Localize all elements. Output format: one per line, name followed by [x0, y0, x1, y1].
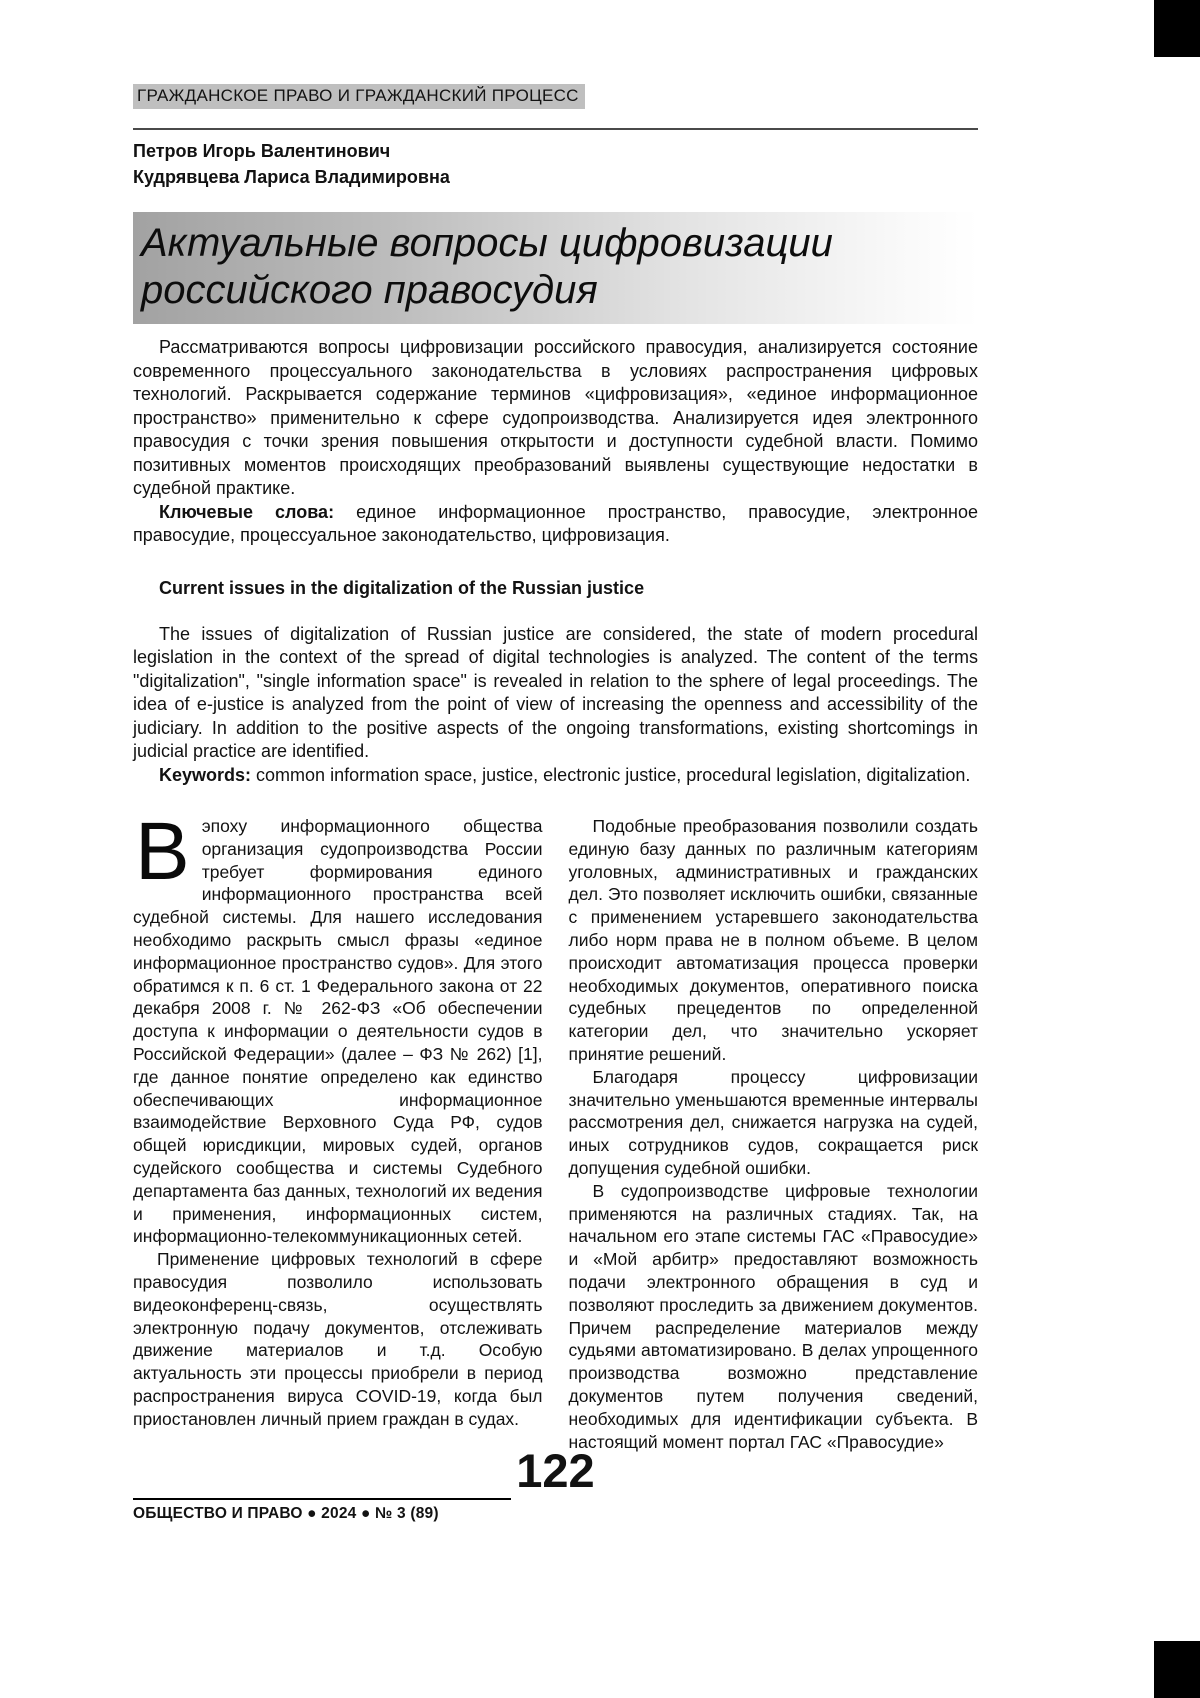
- article-title: [133, 212, 978, 324]
- print-mark-top: [1154, 0, 1200, 57]
- keywords-ru-text: единое информационное пространство, правосудие, электронное правосудие, процессуальное законодательство, цифровизация.: [133, 501, 978, 545]
- body-paragraph: Благодаря процессу цифровизации значительно уменьшаются временные интервалы рассмотрения дел, снижается нагрузка на судей, иных сотрудников судов, сокращается риск допущения судебной ошибки.: [568, 1066, 978, 1178]
- body-columns: [133, 806, 978, 1453]
- right-column: [569, 815, 979, 1453]
- authors-block: [133, 138, 978, 190]
- page-number: 122: [516, 1444, 595, 1497]
- title-en: Current issues in the digitalization of the Russian justice: [159, 577, 645, 598]
- article-title-line-2: российского правосудия: [141, 268, 598, 312]
- article-title-line-1: Актуальные вопросы цифровизации: [141, 221, 833, 265]
- page-content: [133, 84, 978, 1453]
- abstract-ru: Рассматриваются вопросы цифровизации российского правосудия, анализируется состояние современного процессуального законодательства в условиях распространения цифровых технологий. Раскрывается содержание терминов «цифровизация», «единое информационное пространство» применительно к сфере судопроизводства. Анализируется идея электронного правосудия с точки зрения повышения открытости и доступности судебной власти. Помимо позитивных моментов происходящих преобразований выявлены существующие недостатки в судебной практике.: [133, 337, 978, 498]
- section-header: [133, 84, 978, 110]
- author-name-1: Петров Игорь Валентинович: [133, 141, 391, 161]
- header-rule: [133, 128, 978, 130]
- keywords-ru: [133, 501, 978, 548]
- left-column: [133, 806, 543, 1453]
- body-paragraph: Подобные преобразования позволили создать единую базу данных по различным категориям уголовных, административных и гражданских дел. Это позволяет исключить ошибки, связанные с применением устаревшего законодательства либо норм права не в полном объеме. В целом происходит автоматизация процесса проверки необходимых документов, оперативного поиска судебных прецедентов по определенной категории дел, что значительно ускоряет принятие решений.: [568, 816, 978, 1064]
- body-paragraph-text: эпоху информационного общества организация судопроизводства России требует формирования единого информационного пространства всей судебной системы. Для нашего исследования необходимо раскрыть смысл фразы «единое информационное пространство судов». Для этого обратимся к п. 6 ст. 1 Федерального закона от 22 декабря 2008 г. № 262-ФЗ «Об обеспечении доступа к информации о деятельности судов в Российской Федерации» (далее – ФЗ № 262) [1], где данное понятие определено как единство обеспечивающих информационное взаимодействие Верховного Суда РФ, судов общей юрисдикции, мировых судей, органов судейского сообщества и системы Судебного департамента баз данных, технологий их ведения и применения, информационных систем, информационно-телекоммуникационных сетей.: [133, 816, 543, 1247]
- section-title: ГРАЖДАНСКОЕ ПРАВО И ГРАЖДАНСКИЙ ПРОЦЕСС: [133, 84, 585, 109]
- footer-rule: [133, 1498, 511, 1500]
- body-paragraph: [133, 806, 543, 1248]
- journal-info: ОБЩЕСТВО И ПРАВО ● 2024 ● № 3 (89): [133, 1505, 439, 1522]
- page-footer: [133, 1446, 978, 1536]
- author-name-2: Кудрявцева Лариса Владимировна: [133, 167, 450, 187]
- keywords-ru-label: Ключевые слова:: [159, 501, 335, 522]
- keywords-en-text: common information space, justice, electronic justice, procedural legislation, digitalization.: [256, 764, 971, 785]
- keywords-en-label: Keywords:: [159, 764, 252, 785]
- keywords-en: [133, 764, 978, 788]
- body-paragraph: В судопроизводстве цифровые технологии применяются на различных стадиях. Так, на начальном его этапе системы ГАС «Правосудие» и «Мой арбитр» предоставляют возможность подачи электронного обращения в суд и позволяют проследить за движением документов. Причем распределение материалов между судьями автоматизировано. В делах упрощенного производства возможно представление документов путем получения сведений, необходимых для идентификации субъекта. В настоящий момент портал ГАС «Правосудие»: [568, 1180, 978, 1452]
- drop-cap: В: [135, 806, 190, 897]
- print-mark-bottom: [1154, 1641, 1200, 1698]
- abstract-en: The issues of digitalization of Russian justice are considered, the state of modern procedural legislation in the context of the spread of digital technologies is analyzed. The content of the terms "digitalization", "single information space" is revealed in relation to the sphere of legal proceedings. The idea of e-justice is analyzed from the point of view of increasing the openness and accessibility of the judiciary. In addition to the positive aspects of the ongoing transformations, existing shortcomings in judicial practice are identified.: [133, 623, 978, 761]
- body-paragraph: Применение цифровых технологий в сфере правосудия позволило использовать видеоконференц-связь, осуществлять электронную подачу документов, отслеживать движение материалов и т.д. Особую актуальность эти процессы приобрели в период распространения вируса COVID-19, когда был приостановлен личный прием граждан в судах.: [133, 1249, 543, 1429]
